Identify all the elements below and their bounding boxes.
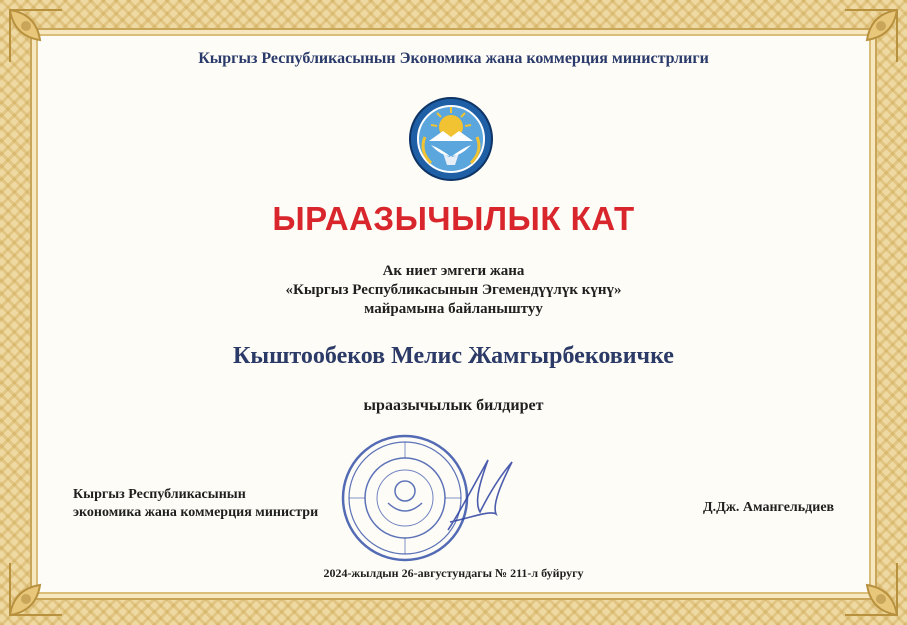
reason-line: «Кыргыз Республикасынын Эгемендүүлүк күнү» [285,282,622,298]
ministry-heading: Кыргыз Республикасынын Экономика жана коммерция министрлиги [198,50,709,67]
handwritten-signature [440,452,520,542]
reason-line: майрамына байланыштуу [364,301,543,317]
reason-text [0,262,907,319]
signatory-name: Д.Дж. Амангельдиев [703,500,835,515]
expresses-gratitude-text: ыраазычылык билдирет [363,397,544,414]
kyrgyz-state-emblem-icon [409,97,493,181]
certificate-title: ЫРААЗЫЧЫЛЫК КАТ [272,200,635,237]
recipient-name: Кыштообеков Мелис Жамгырбековичке [233,343,674,369]
position-line: экономика жана коммерция министри [73,505,319,520]
position-line: Кыргыз Республикасынын [73,487,246,502]
order-note: 2024-жылдын 26-августундагы № 211-л буйругу [323,566,584,580]
reason-line: Ак ниет эмгеги жана [382,263,525,279]
signatory-position [73,486,318,522]
